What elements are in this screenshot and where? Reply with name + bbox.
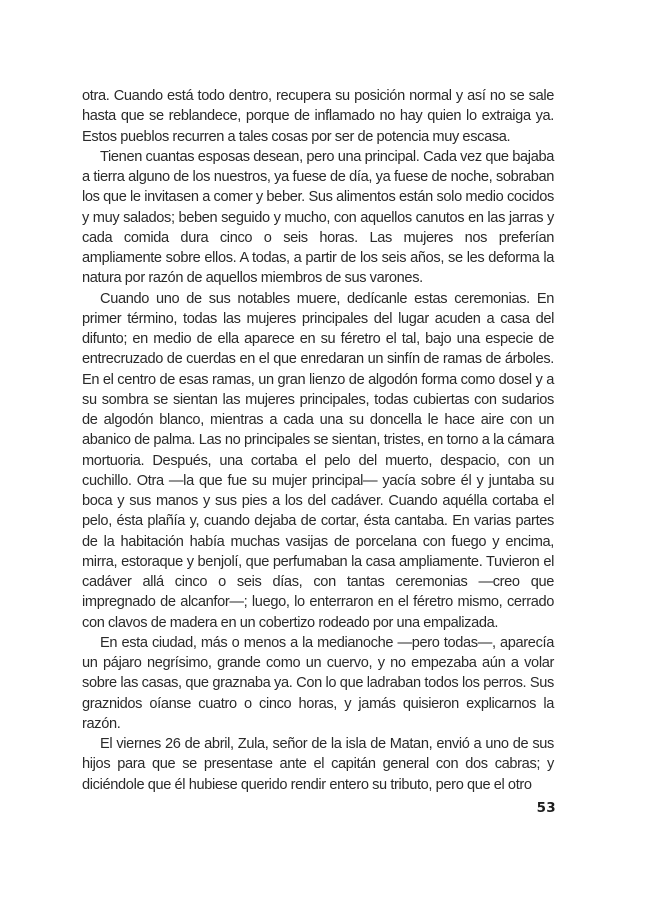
paragraph-zula-tribute: El viernes 26 de abril, Zula, señor de la isla de Matan, envió a uno de sus hijos para que se presentase ante el capitán general con dos cabras; y diciéndole que él hubiese querido rendir entero su tributo, pero que el otro (82, 736, 554, 793)
paragraph-wives: Tienen cuantas esposas desean, pero una principal. Cada vez que bajaba a tierra alguno de los nuestros, ya fuese de día, ya fuese de noche, sobraban los que le invitasen a comer y beber. Sus alimentos están solo medio cocidos y muy salados; beben seguido y mucho, con aquellos canutos en las jarras y cada comida dura cinco o seis horas. Las mujeres nos preferían ampliamente sobre ellos. A todas, a partir de los seis años, se les deforma la natura por razón de aquellos miembros de sus varones. (82, 148, 554, 287)
paragraph-funeral-ceremonies: Cuando uno de sus notables muere, dedícanle estas ceremonias. En primer término, todas las mujeres principales del lugar acuden a casa del difunto; en medio de ella aparece en su féretro el tal, bajo una especie de entrecruzado de cuerdas en el que enredaran un sinfín de ramas de árboles. En el centro de esas ramas, un gran lienzo de algodón forma como dosel y a su sombra se sientan las mujeres principales, todas cubiertas con sudarios de algodón blanco, mientras a cada una su doncella le hace aire con un abanico de palma. Las no principales se sientan, tristes, en torno a la cámara mortuoria. Después, una cortaba el pelo del muerto, despacio, con un cuchillo. Otra —la que fue su mujer principal— yacía sobre él y juntaba su boca y sus manos y sus pies a los del cadáver. Cuando aquélla cortaba el pelo, ésta plañía y, cuando dejaba de cortar, ésta cantaba. En varias partes de la habitación había muchas vasijas de porcelana con fuego y encima, mirra, estoraque y benjolí, que perfumaban la casa ampliamente. Tuvieron el cadáver allá cinco o seis días, con tantas ceremonias —creo que impregnado de alcanfor—; luego, lo enterraron en el féretro mismo, cerrado con clavos de madera en un cobertizo rodeado por una empalizada. (82, 290, 554, 631)
paragraph-continuation: otra. Cuando está todo dentro, recupera su posición normal y así no se sale hasta que se reblandece, porque de inflamado no hay quien lo extraiga ya. Estos pueblos recurren a tales cosas por ser de potencia muy escasa. (82, 88, 554, 145)
page-number: 53 (536, 800, 556, 816)
paragraph-black-bird: En esta ciudad, más o menos a la medianoche —pero todas—, aparecía un pájaro negrísimo, grande como un cuervo, y no empezaba aún a volar sobre las casas, que graznaba ya. Con lo que ladraban todos los perros. Sus graznidos oíanse cuatro o cinco horas, y jamás quisieron explicarnos la razón. (82, 634, 554, 732)
body-text (82, 86, 554, 795)
